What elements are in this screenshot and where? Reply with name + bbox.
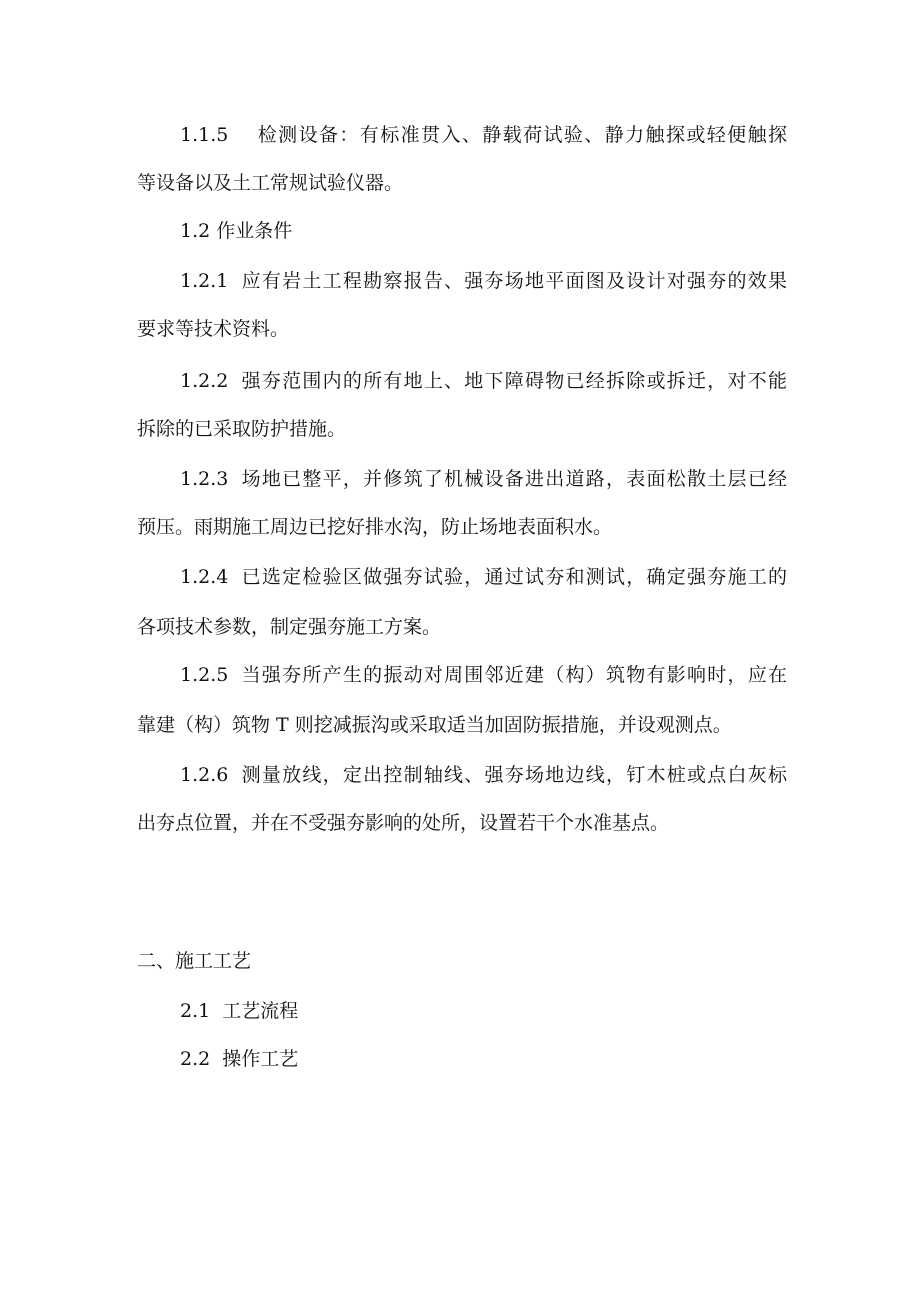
paragraph-1-2-4-line-1 xyxy=(180,562,787,592)
section-number: 1.2.1 xyxy=(180,270,229,292)
chapter-item-2-1 xyxy=(180,996,787,1026)
paragraph-text: 当强夯所产生的振动对周围邻近建（构）筑物有影响时，应在 xyxy=(240,664,787,686)
section-number: 1.2.5 xyxy=(180,664,229,686)
item-label: 工艺流程 xyxy=(222,1000,299,1022)
paragraph-1-2-3-line-1 xyxy=(180,464,787,494)
paragraph-1-1-5-line-2: 等设备以及土工常规试验仪器。 xyxy=(137,172,404,194)
paragraph-text: 已选定检验区做强夯试验，通过试夯和测试，确定强夯施工的 xyxy=(240,566,787,588)
paragraph-1-2-2-line-1 xyxy=(180,366,787,396)
item-label: 操作工艺 xyxy=(222,1048,299,1070)
paragraph-1-2-1-line-2: 要求等技术资料。 xyxy=(137,318,290,340)
paragraph-text: 测量放线，定出控制轴线、强夯场地边线，钉木桩或点白灰标 xyxy=(240,764,787,786)
chapter-item-2-2 xyxy=(180,1044,787,1074)
paragraph-text: 强夯范围内的所有地上、地下障碍物已经拆除或拆迁，对不能 xyxy=(240,370,787,392)
paragraph-text: 应有岩土工程勘察报告、强夯场地平面图及设计对强夯的效果 xyxy=(240,270,787,292)
item-number: 2.1 xyxy=(180,1000,211,1022)
paragraph-1-2-2-line-2: 拆除的已采取防护措施。 xyxy=(137,418,347,440)
paragraph-1-2-6-line-1 xyxy=(180,760,787,790)
section-number: 1.2.6 xyxy=(180,764,229,786)
paragraph-1-2-5-line-2: 靠建（构）筑物 T 则挖减振沟或采取适当加固防振措施，并设观测点。 xyxy=(137,714,732,736)
item-number: 2.2 xyxy=(180,1048,211,1070)
section-number: 1.2.2 xyxy=(180,370,229,392)
paragraph-1-2-5-line-1 xyxy=(180,660,787,690)
section-number: 1.2.3 xyxy=(180,468,229,490)
paragraph-text: 场地已整平，并修筑了机械设备进出道路，表面松散土层已经 xyxy=(240,468,787,490)
paragraph-1-2-6-line-2: 出夯点位置，并在不受强夯影响的处所，设置若干个水准基点。 xyxy=(137,812,670,834)
section-heading-1-2: 1.2 作业条件 xyxy=(180,220,293,242)
paragraph-1-2-4-line-2: 各项技术参数，制定强夯施工方案。 xyxy=(137,616,442,638)
chapter-title: 二、施工工艺 xyxy=(137,950,252,972)
section-number: 1.2.4 xyxy=(180,566,229,588)
paragraph-1-1-5-line-1 xyxy=(180,120,787,150)
paragraph-text: 检测设备：有标准贯入、静载荷试验、静力触探或轻便触探 xyxy=(256,124,787,146)
paragraph-1-2-1-line-1 xyxy=(180,266,787,296)
section-number: 1.1.5 xyxy=(180,124,229,146)
paragraph-1-2-3-line-2: 预压。雨期施工周边已挖好排水沟，防止场地表面积水。 xyxy=(137,516,613,538)
